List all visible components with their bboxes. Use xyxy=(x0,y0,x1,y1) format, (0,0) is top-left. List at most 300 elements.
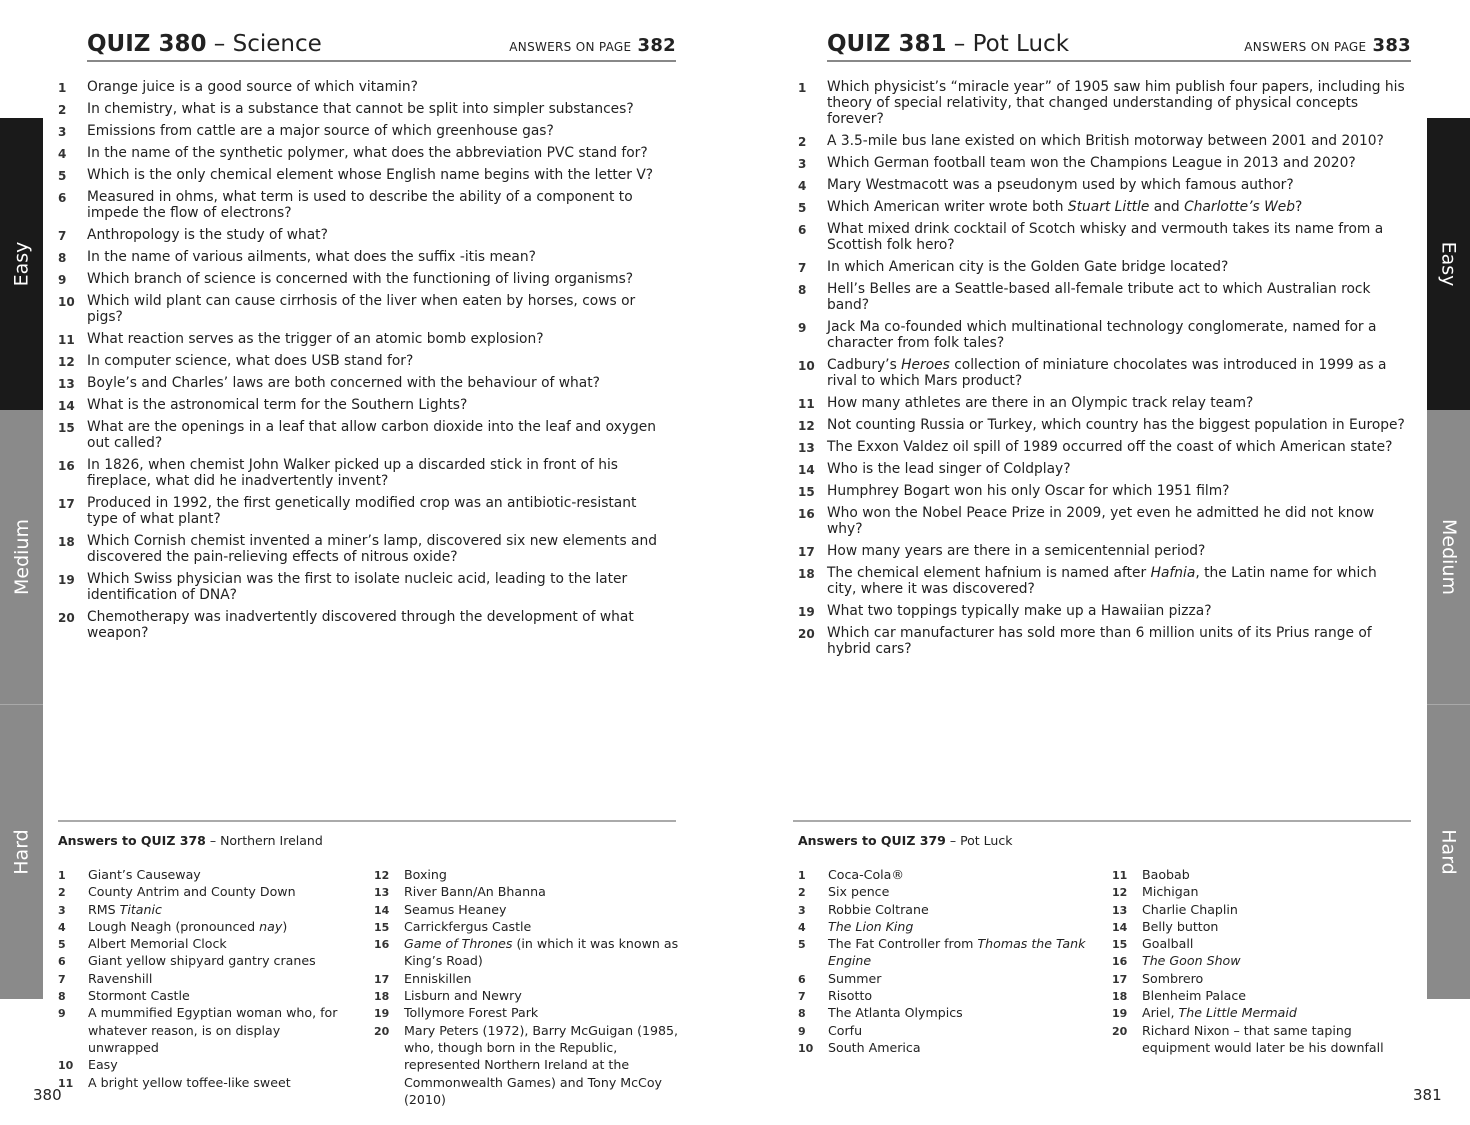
question-item xyxy=(58,101,670,117)
item-text xyxy=(827,357,1387,389)
question-item xyxy=(798,281,1408,313)
item-plain-text: Risotto xyxy=(828,988,873,1004)
question-item xyxy=(798,417,1408,433)
item-text xyxy=(87,293,635,325)
item-plain-text: and xyxy=(1149,199,1185,215)
answer-item xyxy=(1112,901,1408,918)
item-text xyxy=(87,457,618,489)
item-number: 6 xyxy=(58,955,66,969)
item-plain-text: Which is the only chemical element whose English name begins with the letter V? xyxy=(87,167,654,183)
item-number: 6 xyxy=(798,972,806,986)
item-plain-text: Mary Peters (1972), Barry McGuigan (1985, who, though born in the Republic, represented Northern Ireland at the Commonwealth Games) and Tony McCoy (2010) xyxy=(404,1022,679,1107)
question-item xyxy=(58,79,670,95)
item-text xyxy=(828,971,881,986)
item-plain-text: Jack Ma co-founded which multinational technology conglomerate, named for a character from folk tales? xyxy=(827,319,1377,351)
question-item xyxy=(798,357,1408,389)
question-item xyxy=(58,123,670,139)
question-item xyxy=(58,353,670,369)
quiz-header-left xyxy=(87,26,676,62)
item-number: 19 xyxy=(798,605,815,619)
answer-item xyxy=(798,901,1098,918)
item-text xyxy=(827,319,1376,351)
item-text xyxy=(828,884,889,899)
item-plain-text: In 1826, when chemist John Walker picked up a discarded stick in front of his fireplace, what did he inadvertently invent? xyxy=(87,457,618,489)
item-number: 7 xyxy=(798,990,806,1004)
question-item xyxy=(798,461,1408,477)
item-number: 10 xyxy=(58,1059,74,1073)
item-plain-text: Measured in ohms, what term is used to describe the ability of a component to impede the flow of electrons? xyxy=(87,189,633,221)
question-item xyxy=(58,145,670,161)
item-text xyxy=(88,1005,337,1055)
item-plain-text: Anthropology is the study of what? xyxy=(87,227,328,243)
item-number: 15 xyxy=(374,920,390,934)
item-text xyxy=(404,1023,678,1107)
item-number: 2 xyxy=(798,135,807,149)
item-number: 14 xyxy=(58,399,75,413)
item-plain-text: A 3.5-mile bus lane existed on which British motorway between 2001 and 2010? xyxy=(827,133,1384,149)
item-text xyxy=(87,533,657,565)
item-number: 10 xyxy=(58,295,75,309)
question-item xyxy=(798,319,1408,351)
item-text xyxy=(827,439,1392,455)
item-text xyxy=(828,936,1085,968)
item-number: 14 xyxy=(374,903,390,917)
item-plain-text: What two toppings typically make up a Hawaiian pizza? xyxy=(827,603,1212,619)
page-number-left: 380 xyxy=(33,1086,62,1104)
item-text xyxy=(827,625,1372,657)
item-text xyxy=(827,259,1228,275)
question-item xyxy=(58,397,670,413)
question-item xyxy=(58,533,670,565)
quiz-topic: Pot Luck xyxy=(972,31,1070,57)
item-number: 3 xyxy=(58,903,66,917)
item-number: 9 xyxy=(798,1024,806,1038)
item-plain-text: Hell’s Belles are a Seattle-based all-female tribute act to which Australian rock band? xyxy=(827,281,1371,313)
item-text xyxy=(827,417,1405,433)
item-plain-text: Robbie Coltrane xyxy=(828,901,929,917)
item-plain-text: What mixed drink cocktail of Scotch whisky and vermouth takes its name from a Scottish folk hero? xyxy=(827,221,1384,253)
item-number: 9 xyxy=(798,321,807,335)
item-text xyxy=(404,1005,538,1020)
item-plain-text: How many years are there in a semicentennial period? xyxy=(827,543,1206,559)
item-plain-text: Sombrero xyxy=(1142,970,1204,986)
answers-column-1-left xyxy=(58,866,338,1091)
answer-item xyxy=(1112,883,1408,900)
item-number: 1 xyxy=(798,869,806,882)
item-text xyxy=(88,936,227,951)
item-plain-text: Stormont Castle xyxy=(88,988,190,1004)
item-plain-text: Carrickfergus Castle xyxy=(404,918,532,934)
item-number: 1 xyxy=(58,81,67,95)
tab-easy-right xyxy=(1427,118,1470,410)
item-italic-text: Charlotte’s Web xyxy=(1184,199,1296,215)
item-text xyxy=(87,419,656,451)
item-number: 11 xyxy=(798,397,815,411)
item-text xyxy=(827,281,1371,313)
item-plain-text: Ravenshill xyxy=(88,970,153,986)
item-plain-text: Orange juice is a good source of which vitamin? xyxy=(87,79,418,95)
item-plain-text: In computer science, what does USB stand for? xyxy=(87,353,414,369)
item-plain-text: Which Swiss physician was the first to isolate nucleic acid, leading to the later identification of DNA? xyxy=(87,571,628,603)
answer-item xyxy=(798,1004,1098,1021)
item-plain-text: River Bann/An Bhanna xyxy=(404,884,546,900)
item-plain-text: ) xyxy=(282,918,288,934)
item-italic-text: The Goon Show xyxy=(1142,953,1241,969)
item-plain-text: The Fat Controller from xyxy=(828,936,978,952)
item-number: 17 xyxy=(58,497,75,511)
tab-hard-left xyxy=(0,704,43,999)
item-text xyxy=(828,867,904,882)
quiz-label: QUIZ 380 xyxy=(87,31,207,57)
item-text xyxy=(404,867,447,882)
answers-page-number: 382 xyxy=(637,35,676,56)
tab-hard-right xyxy=(1427,704,1470,999)
quiz-dash: – xyxy=(206,31,233,57)
answer-item xyxy=(374,901,680,918)
page-number-right: 381 xyxy=(1413,1086,1442,1104)
answers-column-2-right xyxy=(1112,866,1408,1056)
item-number: 17 xyxy=(798,545,815,559)
item-plain-text: (in which it was known as King’s Road) xyxy=(404,936,679,969)
answer-item xyxy=(798,918,1098,935)
answer-item xyxy=(374,918,680,935)
item-number: 6 xyxy=(58,191,67,205)
item-text xyxy=(404,971,472,986)
item-text xyxy=(827,603,1212,619)
item-number: 12 xyxy=(58,355,75,369)
answers-divider-right xyxy=(793,820,1411,822)
item-number: 5 xyxy=(798,938,806,952)
question-item xyxy=(58,609,670,641)
answer-item xyxy=(1112,1022,1408,1057)
answer-item xyxy=(58,987,338,1004)
answer-item xyxy=(798,883,1098,900)
item-plain-text: Summer xyxy=(828,970,882,986)
item-plain-text: South America xyxy=(828,1039,921,1055)
item-text xyxy=(1142,988,1246,1003)
item-plain-text: Richard Nixon – that same taping equipment would later be his downfall xyxy=(1142,1022,1384,1055)
answer-item xyxy=(1112,952,1408,969)
item-number: 17 xyxy=(374,972,390,986)
item-text xyxy=(87,571,627,603)
item-number: 15 xyxy=(798,485,815,499)
item-number: 16 xyxy=(1112,955,1128,969)
item-text xyxy=(1142,1005,1297,1020)
item-text xyxy=(404,919,531,934)
item-plain-text: Tollymore Forest Park xyxy=(404,1005,539,1021)
answer-item xyxy=(798,935,1098,970)
item-text xyxy=(1142,902,1238,917)
item-text xyxy=(87,167,653,183)
answer-item xyxy=(1112,987,1408,1004)
item-number: 13 xyxy=(798,441,815,455)
item-number: 4 xyxy=(58,147,67,161)
item-number: 15 xyxy=(1112,938,1128,952)
item-text xyxy=(87,397,467,413)
item-text xyxy=(88,971,152,986)
item-plain-text: The chemical element hafnium is named after xyxy=(827,565,1151,581)
answer-item xyxy=(58,1004,338,1056)
answer-item xyxy=(58,1074,338,1091)
item-text xyxy=(827,199,1302,215)
item-text xyxy=(1142,971,1203,986)
item-plain-text: Chemotherapy was inadvertently discovered through the development of what weapon? xyxy=(87,609,634,641)
item-number: 4 xyxy=(798,920,806,934)
answer-item xyxy=(374,935,680,970)
answers-on-page xyxy=(1244,35,1411,56)
answer-item xyxy=(1112,918,1408,935)
item-number: 1 xyxy=(58,869,66,882)
item-number: 20 xyxy=(58,611,75,625)
item-number: 5 xyxy=(58,938,66,952)
item-text xyxy=(87,495,636,527)
quiz-topic: Science xyxy=(232,31,322,57)
item-text xyxy=(87,331,544,347)
item-number: 8 xyxy=(58,251,67,265)
tab-easy-label: Easy xyxy=(1437,241,1460,287)
answers-page-number: 383 xyxy=(1372,35,1411,56)
item-number: 7 xyxy=(58,972,66,986)
tab-medium-left xyxy=(0,410,43,704)
item-text xyxy=(1142,936,1193,951)
item-number: 19 xyxy=(58,573,75,587)
item-number: 12 xyxy=(1112,886,1128,900)
quiz-title xyxy=(827,31,1069,57)
answer-item xyxy=(58,866,338,883)
item-plain-text: collection of miniature chocolates was introduced in 1999 as a rival to which Mars product? xyxy=(827,357,1387,389)
item-text xyxy=(828,902,929,917)
item-italic-text: Thomas the Tank Engine xyxy=(828,936,1086,969)
question-item xyxy=(798,625,1408,657)
item-plain-text: County Antrim and County Down xyxy=(88,884,296,900)
answer-item xyxy=(58,1056,338,1073)
item-number: 18 xyxy=(58,535,75,549)
item-plain-text: Cadbury’s xyxy=(827,357,902,373)
item-plain-text: Lough Neagh (pronounced xyxy=(88,918,260,934)
item-number: 11 xyxy=(58,1076,74,1090)
item-text xyxy=(827,155,1356,171)
item-number: 8 xyxy=(798,1007,806,1021)
answers-divider-left xyxy=(58,820,676,822)
answer-item xyxy=(798,987,1098,1004)
item-text xyxy=(88,1075,291,1090)
item-plain-text: The Atlanta Olympics xyxy=(828,1005,963,1021)
item-text xyxy=(1142,953,1241,968)
item-text xyxy=(404,902,506,917)
answer-item xyxy=(374,970,680,987)
item-number: 2 xyxy=(58,103,67,117)
question-list-left xyxy=(58,79,670,647)
item-number: 18 xyxy=(1112,990,1128,1004)
item-number: 7 xyxy=(798,261,807,275)
item-text xyxy=(827,133,1384,149)
item-number: 13 xyxy=(374,886,390,900)
answer-item xyxy=(58,935,338,952)
question-item xyxy=(798,155,1408,171)
item-text xyxy=(1142,867,1190,882)
answer-item xyxy=(798,1022,1098,1039)
item-plain-text: Which physicist’s “miracle year” of 1905 saw him publish four papers, including his theory of special relativity, that changed understanding of physical concepts forever? xyxy=(827,79,1405,127)
quiz-label: QUIZ 381 xyxy=(827,31,947,57)
item-number: 7 xyxy=(58,229,67,243)
question-item xyxy=(798,177,1408,193)
item-italic-text: Titanic xyxy=(119,901,162,917)
answers-on-page-label: ANSWERS ON PAGE xyxy=(1244,40,1367,54)
answer-item xyxy=(374,866,680,883)
item-plain-text: Baobab xyxy=(1142,867,1190,882)
item-plain-text: Giant’s Causeway xyxy=(88,867,201,882)
question-item xyxy=(798,483,1408,499)
item-text xyxy=(87,101,634,117)
item-plain-text: Enniskillen xyxy=(404,970,472,986)
item-text xyxy=(1142,919,1218,934)
item-text xyxy=(88,919,287,934)
item-italic-text: Stuart Little xyxy=(1067,199,1150,215)
item-italic-text: nay xyxy=(259,918,283,934)
tab-easy-label: Easy xyxy=(10,241,33,287)
item-plain-text: Produced in 1992, the first genetically modified crop was an antibiotic-resistant type of what plant? xyxy=(87,495,637,527)
item-number: 14 xyxy=(1112,920,1128,934)
answer-item xyxy=(1112,866,1408,883)
item-number: 5 xyxy=(798,201,807,215)
item-plain-text: Boxing xyxy=(404,867,447,882)
question-item xyxy=(798,543,1408,559)
answer-item xyxy=(374,987,680,1004)
item-number: 20 xyxy=(1112,1024,1128,1038)
item-number: 13 xyxy=(58,377,75,391)
question-item xyxy=(798,259,1408,275)
item-number: 13 xyxy=(1112,903,1128,917)
answer-item xyxy=(58,970,338,987)
answer-item xyxy=(374,883,680,900)
question-item xyxy=(58,227,670,243)
item-plain-text: Which wild plant can cause cirrhosis of the liver when eaten by horses, cows or pigs? xyxy=(87,293,636,325)
item-plain-text: Who won the Nobel Peace Prize in 2009, yet even he admitted he did not know why? xyxy=(827,505,1375,537)
question-item xyxy=(58,495,670,527)
item-number: 11 xyxy=(1112,869,1128,882)
question-item xyxy=(58,293,670,325)
item-number: 14 xyxy=(798,463,815,477)
item-plain-text: Lisburn and Newry xyxy=(404,988,522,1004)
answer-item xyxy=(1112,970,1408,987)
item-number: 10 xyxy=(798,359,815,373)
item-plain-text: Not counting Russia or Turkey, which country has the biggest population in Europe? xyxy=(827,417,1405,433)
item-text xyxy=(87,271,633,287)
item-plain-text: A bright yellow toffee-like sweet xyxy=(88,1074,291,1090)
item-text xyxy=(87,249,536,265)
item-plain-text: Which American writer wrote both xyxy=(827,199,1068,215)
answer-item xyxy=(374,1004,680,1021)
answer-item xyxy=(1112,1004,1408,1021)
tab-medium-label: Medium xyxy=(1437,519,1460,595)
question-item xyxy=(58,331,670,347)
item-text xyxy=(828,919,913,934)
item-text xyxy=(827,177,1294,193)
item-plain-text: Corfu xyxy=(828,1022,863,1038)
question-item xyxy=(798,79,1408,127)
item-plain-text: What reaction serves as the trigger of an atomic bomb explosion? xyxy=(87,331,544,347)
question-item xyxy=(798,565,1408,597)
item-text xyxy=(88,902,162,917)
question-item xyxy=(798,221,1408,253)
item-text xyxy=(404,988,522,1003)
answer-item xyxy=(58,901,338,918)
item-text xyxy=(87,609,634,641)
question-item xyxy=(798,395,1408,411)
tab-medium-right xyxy=(1427,410,1470,704)
item-number: 19 xyxy=(1112,1007,1128,1021)
answers-on-page xyxy=(509,35,676,56)
item-plain-text: Seamus Heaney xyxy=(404,901,507,917)
answers-title-prefix: Answers to QUIZ 379 xyxy=(798,833,946,848)
item-italic-text: Game of Thrones xyxy=(404,936,513,952)
item-text xyxy=(827,221,1383,253)
answers-title-topic: Northern Ireland xyxy=(220,833,323,848)
item-text xyxy=(827,461,1071,477)
item-italic-text: Hafnia xyxy=(1150,565,1196,581)
tab-hard-label: Hard xyxy=(1437,829,1460,875)
item-plain-text: Charlie Chaplin xyxy=(1142,901,1238,917)
quiz-dash: – xyxy=(946,31,973,57)
item-text xyxy=(828,988,872,1003)
item-text xyxy=(828,1005,963,1020)
quiz-title xyxy=(87,31,322,57)
item-number: 12 xyxy=(374,869,390,882)
item-text xyxy=(87,227,328,243)
tab-hard-label: Hard xyxy=(10,829,33,875)
item-text xyxy=(828,1023,862,1038)
item-plain-text: How many athletes are there in an Olympic track relay team? xyxy=(827,395,1254,411)
question-item xyxy=(58,189,670,221)
item-plain-text: ? xyxy=(1295,199,1303,215)
question-item xyxy=(798,199,1408,215)
item-plain-text: Giant yellow shipyard gantry cranes xyxy=(88,953,316,969)
item-text xyxy=(827,565,1377,597)
answer-item xyxy=(58,883,338,900)
item-plain-text: In the name of various ailments, what does the suffix -itis mean? xyxy=(87,249,536,265)
item-text xyxy=(88,884,296,899)
item-text xyxy=(87,123,554,139)
item-plain-text: Easy xyxy=(88,1057,118,1073)
item-plain-text: Which Cornish chemist invented a miner’s lamp, discovered six new elements and discovered the pain-relieving effects of nitrous oxide? xyxy=(87,533,658,565)
question-item xyxy=(58,571,670,603)
item-plain-text: Boyle’s and Charles’ laws are both concerned with the behaviour of what? xyxy=(87,375,600,391)
item-number: 17 xyxy=(1112,972,1128,986)
item-plain-text: Goalball xyxy=(1142,936,1194,952)
item-plain-text: Michigan xyxy=(1142,884,1199,900)
item-text xyxy=(1142,884,1198,899)
answer-item xyxy=(374,1022,680,1108)
item-text xyxy=(404,936,678,968)
item-plain-text: Emissions from cattle are a major source of which greenhouse gas? xyxy=(87,123,554,139)
item-text xyxy=(404,884,546,899)
item-plain-text: In which American city is the Golden Gate bridge located? xyxy=(827,259,1229,275)
answers-column-1-right xyxy=(798,866,1098,1056)
item-text xyxy=(87,79,418,95)
item-number: 16 xyxy=(798,507,815,521)
question-item xyxy=(798,603,1408,619)
answer-item xyxy=(798,1039,1098,1056)
answers-title-left xyxy=(58,833,323,848)
tab-medium-label: Medium xyxy=(10,519,33,595)
question-item xyxy=(58,249,670,265)
item-number: 16 xyxy=(374,938,390,952)
item-text xyxy=(87,145,648,161)
question-item xyxy=(58,271,670,287)
item-number: 12 xyxy=(798,419,815,433)
item-number: 15 xyxy=(58,421,75,435)
item-text xyxy=(87,375,600,391)
